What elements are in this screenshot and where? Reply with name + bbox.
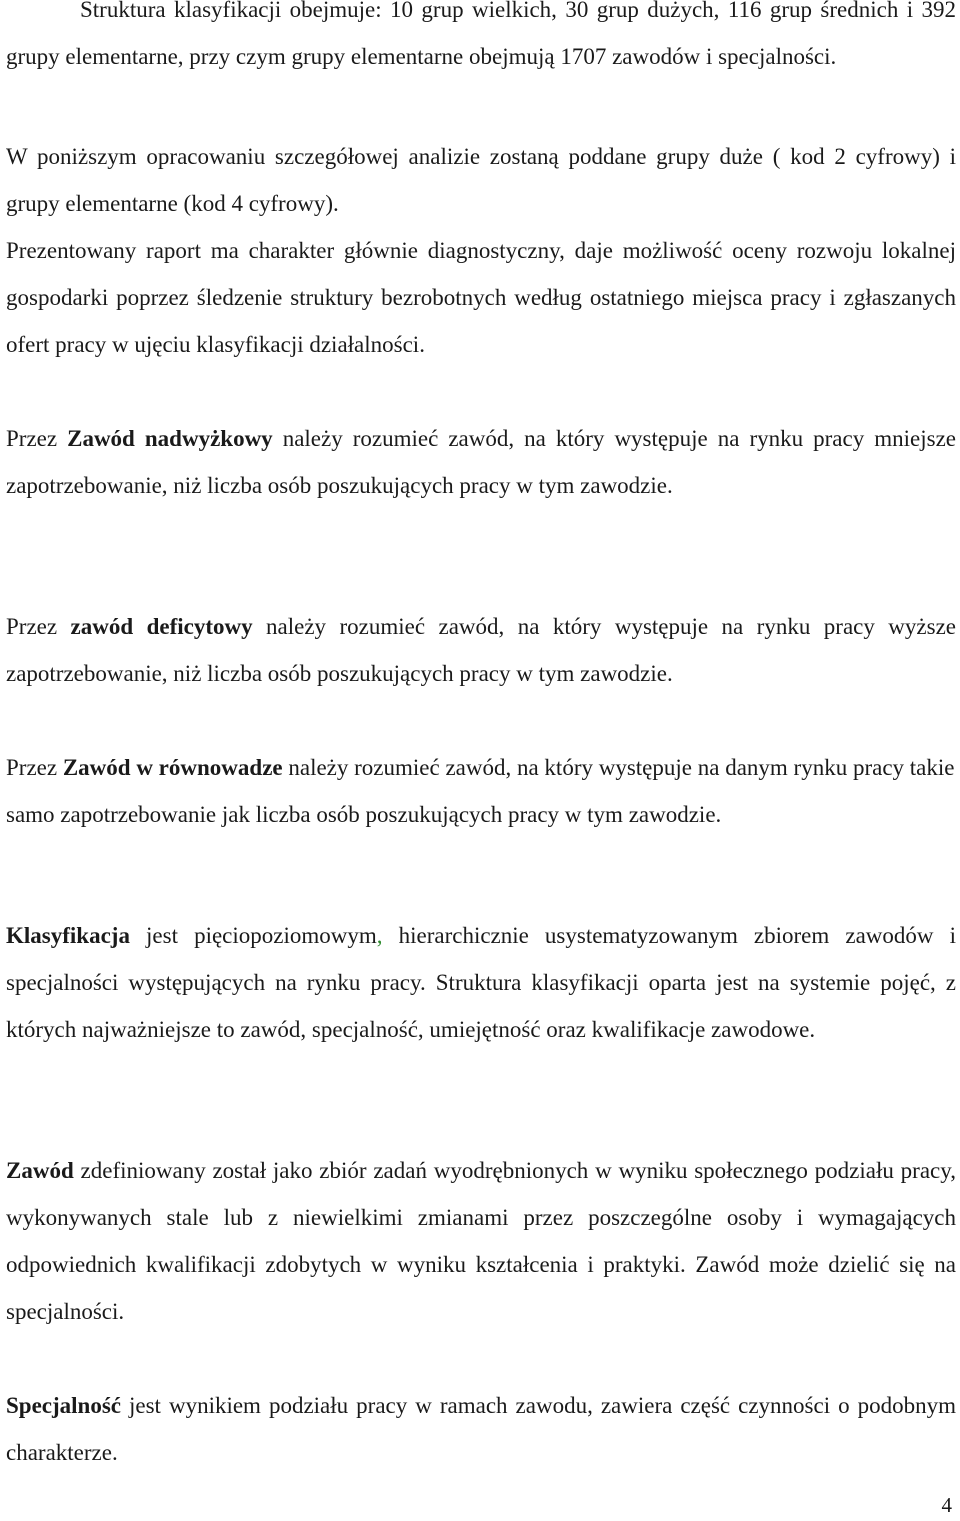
- term-classification: Klasyfikacja: [6, 923, 130, 948]
- paragraph-deficit-occupation: [6, 603, 956, 697]
- definition-text: jest pięciopoziomowym: [129, 923, 377, 948]
- definition-text: należy rozumieć zawód, na który występuje na rynku pracy mniejsze zapotrzebowanie, niż liczba osób poszukujących pracy w tym zawodzie.: [6, 426, 956, 498]
- definition-text: jest wynikiem podziału pracy w ramach zawodu, zawiera część czynności o podobnym charakterze.: [6, 1393, 956, 1465]
- paragraph-occupation-definition: [6, 1147, 956, 1335]
- page-number: 4: [941, 1493, 952, 1517]
- definition-text: zdefiniowany został jako zbiór zadań wyodrębnionych w wyniku społecznego podziału pracy, wykonywanych stale lub z niewielkimi zmianami przez poszczególne osoby i wymagających odpowiednich kwalifikacji zdobytych w wyniku kształcenia i praktyki. Zawód może dzielić się na specjalności.: [6, 1158, 956, 1324]
- paragraph-surplus-occupation: [6, 415, 956, 509]
- paragraph-balanced-occupation: [6, 744, 956, 838]
- paragraph-classification-structure: Struktura klasyfikacji obejmuje: 10 grup wielkich, 30 grup dużych, 116 grup średnich i 392 grupy elementarne, przy czym grupy elementarne obejmują 1707 zawodów i specjalności.: [6, 0, 956, 69]
- paragraph-specialty-definition: [6, 1382, 956, 1476]
- term-occupation: Zawód: [6, 1158, 74, 1183]
- term-surplus-occupation: Zawód nadwyżkowy: [67, 426, 273, 451]
- definition-text: należy rozumieć zawód, na który występuje na rynku pracy wyższe zapotrzebowanie, niż liczba osób poszukujących pracy w tym zawodzie.: [6, 614, 956, 686]
- paragraph-classification-definition: [6, 912, 956, 1053]
- definition-text: należy rozumieć zawód, na który występuje na danym rynku pracy takie samo zapotrzebowanie jak liczba osób poszukujących pracy w tym zawodzie.: [6, 755, 955, 827]
- text-before: Przez: [6, 426, 68, 451]
- green-comma: ,: [376, 923, 383, 948]
- text-before: Przez: [6, 614, 71, 639]
- text-before: Przez: [6, 755, 63, 780]
- definition-text-continued: hierarchicznie usystematyzowanym zbiorem zawodów i specjalności występujących na rynku pracy. Struktura klasyfikacji oparta jest na systemie pojęć, z których najważniejsze to zawód, specjalność, umiejętność oraz kwalifikacje zawodowe.: [6, 923, 956, 1042]
- term-deficit-occupation: zawód deficytowy: [70, 614, 253, 639]
- paragraph-report-character: Prezentowany raport ma charakter głównie diagnostyczny, daje możliwość oceny rozwoju lokalnej gospodarki poprzez śledzenie struktury bezrobotnych według ostatniego miejsca pracy i zgłaszanych ofert pracy w ujęciu klasyfikacji działalności.: [6, 238, 956, 357]
- paragraph-analysis-scope: W poniższym opracowaniu szczegółowej analizie zostaną poddane grupy duże ( kod 2 cyfrowy) i grupy elementarne (kod 4 cyfrowy).: [6, 144, 956, 216]
- term-specialty: Specjalność: [6, 1393, 121, 1418]
- term-balanced-occupation: Zawód w równowadze: [62, 755, 283, 780]
